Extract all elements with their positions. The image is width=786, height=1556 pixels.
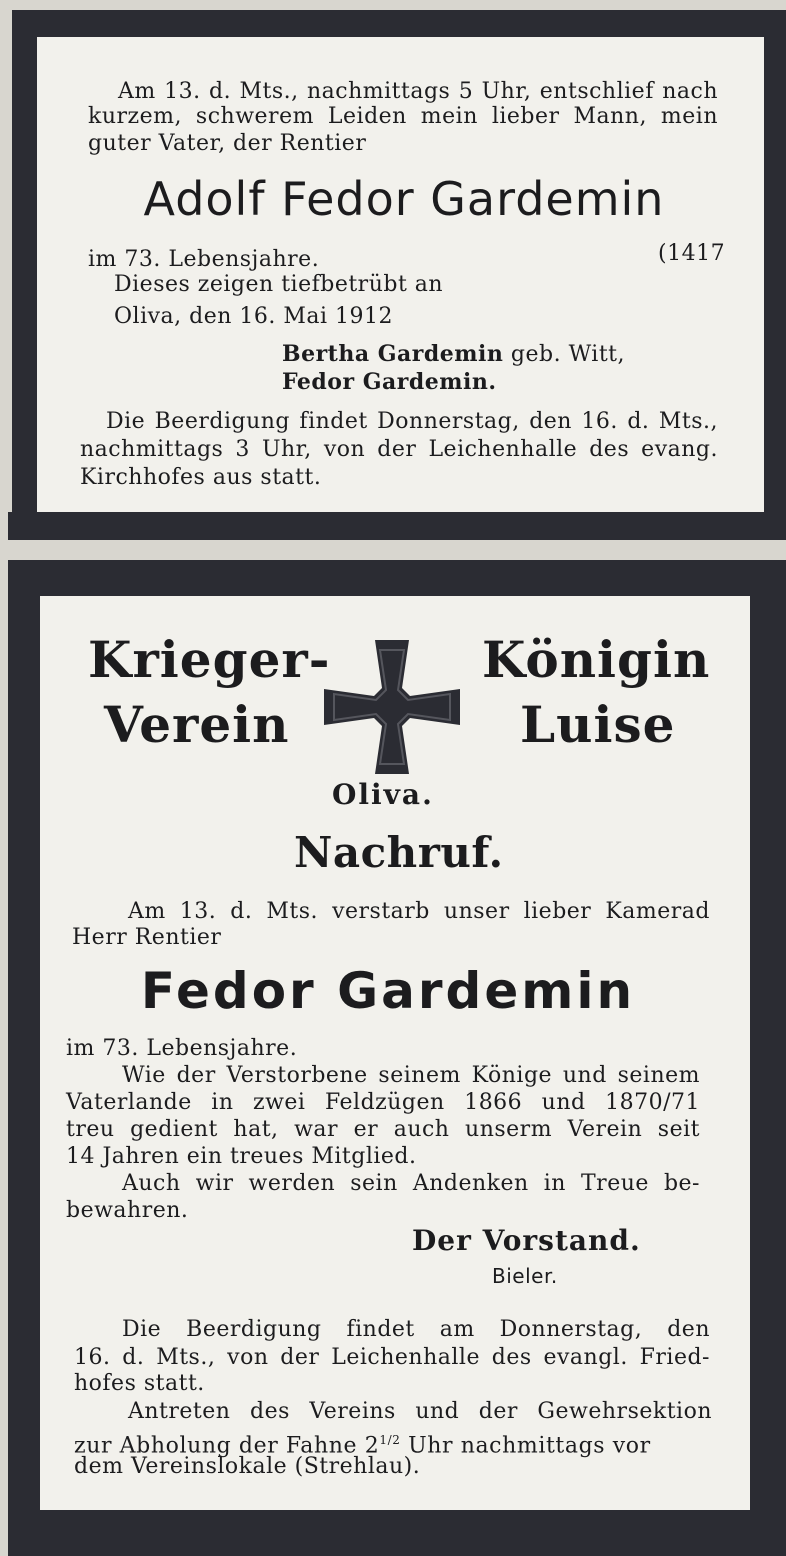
notice2-p2-line2: bewahren. bbox=[66, 1198, 189, 1223]
notice2-heading-left-2: Verein bbox=[104, 695, 290, 754]
notice2-funeral-line1: Die Beerdigung findet am Donnerstag, den bbox=[122, 1317, 710, 1342]
notice1-announcement: Dieses zeigen tiefbetrübt an bbox=[114, 272, 444, 297]
notice2-assembly-line3: dem Vereinslokale (Strehlau). bbox=[74, 1454, 421, 1479]
notice1-border-right bbox=[764, 10, 786, 530]
notice2-heading-right-1: Königin bbox=[482, 630, 711, 689]
notice1-age: im 73. Lebensjahre. bbox=[88, 247, 320, 272]
notice1-signer1-name: Bertha Gardemin bbox=[282, 341, 504, 367]
notice1-border-top bbox=[12, 10, 786, 37]
notice1-place-date: Oliva, den 16. Mai 1912 bbox=[114, 304, 394, 329]
notice2-age: im 73. Lebensjahre. bbox=[66, 1036, 298, 1061]
notice1-line2: kurzem, schwerem Leiden mein lieber Mann, mein bbox=[88, 104, 718, 129]
notice2-p1-line2: Vaterlande in zwei Feldzügen 1866 und 1870/71 bbox=[66, 1090, 700, 1115]
notice1-signer1-suffix: geb. Witt, bbox=[510, 342, 626, 367]
notice1-line1: Am 13. d. Mts., nachmittags 5 Uhr, entschlief nach bbox=[118, 79, 718, 104]
notice1-deceased-name: Adolf Fedor Gardemin bbox=[143, 172, 665, 226]
notice1-funeral-line2: nachmittags 3 Uhr, von der Leichenhalle des evang. bbox=[80, 437, 718, 462]
notice2-funeral-line3: hofes statt. bbox=[74, 1371, 205, 1396]
notice1-funeral-line1: Die Beerdigung findet Donnerstag, den 16. d. Mts., bbox=[106, 409, 718, 434]
notice2-border-top bbox=[8, 560, 786, 596]
notice2-heading-right-2: Luise bbox=[520, 695, 676, 754]
notice1-reference-number: (1417 bbox=[658, 241, 726, 266]
notice2-p1-line1: Wie der Verstorbene seinem Könige und seinem bbox=[122, 1063, 700, 1088]
notice2-intro-line1: Am 13. d. Mts. verstarb unser lieber Kamerad bbox=[128, 899, 710, 924]
notice2-assembly-line1: Antreten des Vereins und der Gewehrsektion bbox=[128, 1399, 712, 1424]
notice2-place: Oliva. bbox=[332, 778, 434, 811]
iron-cross-icon bbox=[322, 638, 462, 776]
notice1-line3: guter Vater, der Rentier bbox=[88, 131, 367, 156]
notice1-border-bottom bbox=[8, 512, 786, 540]
notice2-p1-line4: 14 Jahren ein treues Mitglied. bbox=[66, 1144, 417, 1169]
notice2-signer: Bieler. bbox=[492, 1264, 558, 1288]
notice2-border-bottom bbox=[8, 1510, 786, 1556]
notice2-p1-line3: treu gedient hat, war er auch unserm Verein seit bbox=[66, 1117, 700, 1142]
notice2-signature: Der Vorstand. bbox=[412, 1224, 641, 1257]
notice2-deceased-name: Fedor Gardemin bbox=[140, 962, 636, 1020]
notice2-funeral-line2: 16. d. Mts., von der Leichenhalle des evangl. Fried- bbox=[74, 1345, 710, 1370]
notice2-assembly-fraction: 1/2 bbox=[379, 1433, 401, 1447]
notice2-p2-line1: Auch wir werden sein Andenken in Treue be- bbox=[122, 1171, 700, 1196]
notice2-border-right bbox=[750, 560, 786, 1556]
notice1-signer1 bbox=[282, 340, 625, 369]
notice2-assembly-line2-end: Uhr nachmittags vor bbox=[400, 1433, 651, 1459]
notice2-assembly-line2-start: zur Abholung der Fahne 2 bbox=[74, 1433, 380, 1459]
notice2-border-left bbox=[8, 560, 40, 1556]
notice1-signer2: Fedor Gardemin. bbox=[282, 369, 497, 395]
notice1-border-left bbox=[12, 10, 37, 530]
notice2-title: Nachruf. bbox=[294, 828, 504, 877]
notice2-heading-left-1: Krieger- bbox=[88, 630, 331, 689]
notice1-funeral-line3: Kirchhofes aus statt. bbox=[80, 465, 322, 490]
notice2-intro-line2: Herr Rentier bbox=[72, 925, 222, 950]
